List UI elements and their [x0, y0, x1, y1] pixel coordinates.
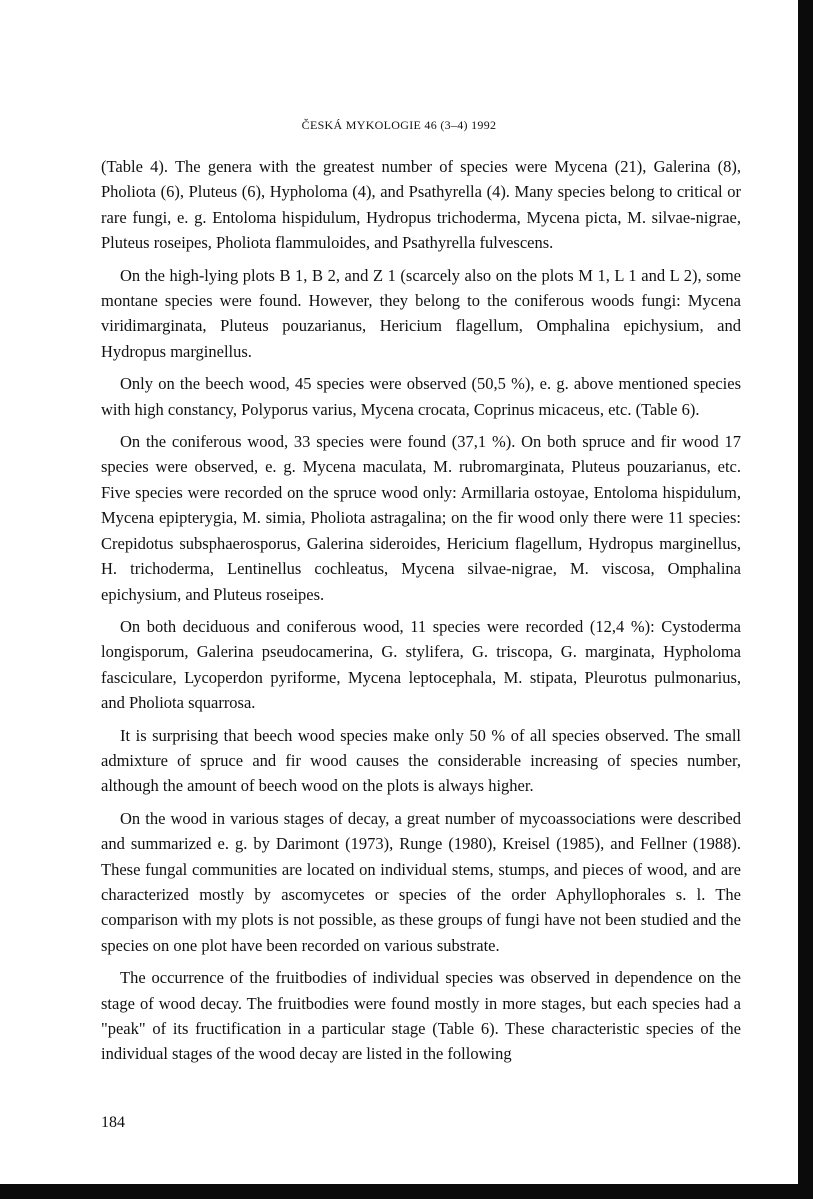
paragraph-genera: (Table 4). The genera with the greatest number of species were Mycena (21), Galerina (8), Pholiota (6), Pluteus (6), Hypholoma (4), and Psathyrella (4). Many species belong to critical or rare fungi, e. g. Entoloma hispidulum, Hydropus trichoderma, Mycena picta, M. silvae-nigrae, Pluteus roseipes, Pholiota flammuloides, and Psathyrella fulvescens.: [101, 157, 741, 253]
paragraph-deciduous-and-coniferous: On both deciduous and coniferous wood, 11 species were recorded (12,4 %): Cystoderma longisporum, Galerina pseudocamerina, G. stylifera, G. triscopa, G. marginata, Hypholoma fasciculare, Lycoperdon pyriforme, Mycena leptocephala, M. stipata, Pleurotus pulmonarius, and Pholiota squarrosa.: [101, 616, 741, 713]
paragraph-mycoassociations: On the wood in various stages of decay, a great number of mycoassociations were described and summarized e. g. by Darimont (1973), Runge (1980), Kreisel (1985), and Fellner (1988). These fungal communities are located on individual stems, stumps, and pieces of wood, and are characterized mostly by ascomycetes or species of the order Aphyllophorales s. l. The comparison with my plots is not possible, as these groups of fungi have not been studied and the species on one plot have been recorded on various substrate.: [101, 808, 741, 955]
paragraph-beech-wood: Only on the beech wood, 45 species were observed (50,5 %), e. g. above mentioned species with high constancy, Polyporus varius, Mycena crocata, Coprinus micaceus, etc. (Table 6).: [101, 374, 741, 419]
paragraph-coniferous-wood: On the coniferous wood, 33 species were found (37,1 %). On both spruce and fir wood 17 species were observed, e. g. Mycena maculata, M. rubromarginata, Pluteus pouzarianus, etc. Five species were recorded on the spruce wood only: Armillaria ostoyae, Entoloma hispidulum, Mycena epipterygia, M. simia, Pholiota astragalina; on the fir wood only there were 11 species: Crepidotus subsphaerosporus, Galerina sideroides, Hericium flagellum, Hydropus marginellus, H. trichoderma, Lentinellus cochleatus, Mycena silvae-nigrae, M. viscosa, Omphalina epichysium, and Pluteus roseipes.: [101, 432, 741, 604]
article-body: [101, 154, 741, 1067]
paragraph-high-lying-plots: On the high-lying plots B 1, B 2, and Z 1 (scarcely also on the plots M 1, L 1 and L 2), some montane species were found. However, they belong to the coniferous woods fungi: Mycena viridimarginata, Pluteus pouzarianus, Hericium flagellum, Omphalina epichysium, and Hydropus marginellus.: [101, 265, 741, 361]
page-number: 184: [101, 1114, 125, 1131]
paragraph-beech-percentage: It is surprising that beech wood species make only 50 % of all species observed. The small admixture of spruce and fir wood causes the considerable increasing of species number, although the amount of beech wood on the plots is always higher.: [101, 725, 741, 796]
running-head: ČESKÁ MYKOLOGIE 46 (3–4) 1992: [301, 118, 497, 132]
paragraph-fruitbody-occurrence: The occurrence of the fruitbodies of individual species was observed in dependence on the stage of wood decay. The fruitbodies were found mostly in more stages, but each species had a "peak" of its fructification in a particular stage (Table 6). These characteristic species of the individual stages of the wood decay are listed in the following: [101, 968, 741, 1064]
